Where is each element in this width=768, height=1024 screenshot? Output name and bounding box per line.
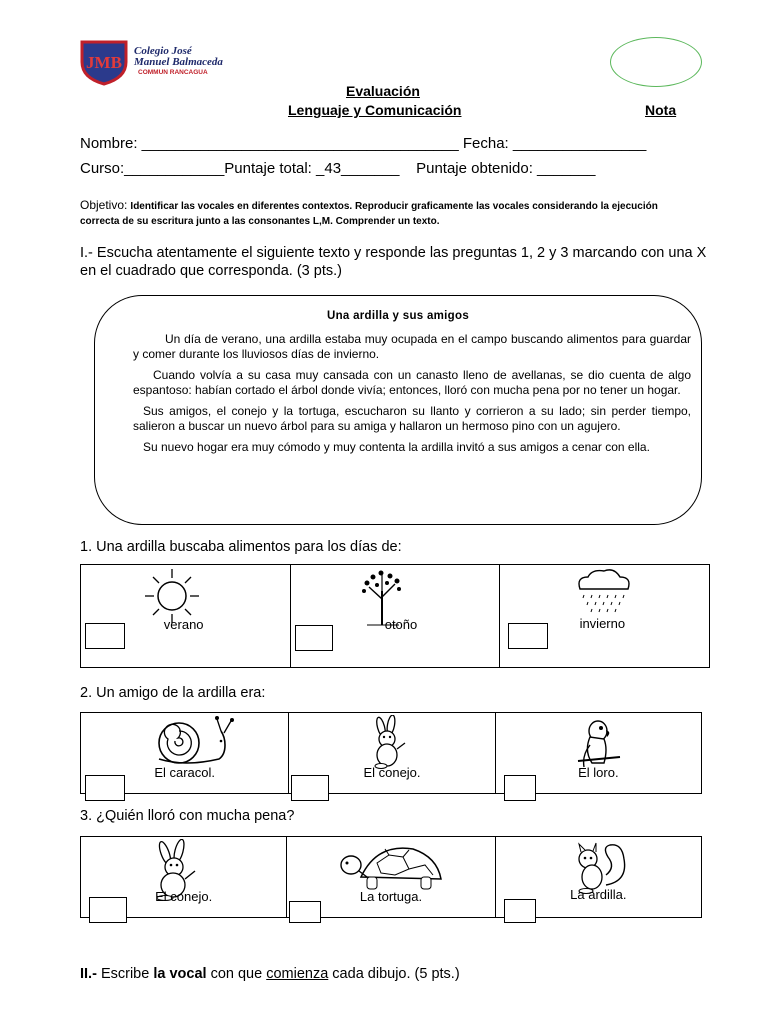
q2-option-label: El loro.: [578, 765, 619, 780]
page-title: Evaluación: [346, 83, 420, 99]
q3-checkbox-conejo[interactable]: [89, 897, 127, 923]
q1-checkbox-otono[interactable]: [295, 625, 333, 651]
q1-option-label: otoño: [384, 617, 418, 632]
story-box: [94, 295, 702, 525]
q1-checkbox-verano[interactable]: [85, 623, 125, 649]
story-paragraph: Cuando volvía a su casa muy cansada con un canasto lleno de avellanas, se dio cuenta de algo espantoso: habían cortado el árbol donde vivía; entonces, lloró con mucha pena por no tener un hogar.: [133, 368, 691, 397]
q2-option-label: El caracol.: [154, 765, 216, 780]
section2-keyword-vocal: la vocal: [153, 966, 207, 982]
q2-options-table: [80, 712, 702, 794]
q2-checkbox-conejo[interactable]: [291, 775, 329, 801]
story-paragraph: Su nuevo hogar era muy cómodo y muy contenta la ardilla invitó a sus amigos a cenar con ella.: [143, 440, 650, 454]
q2-checkbox-caracol[interactable]: [85, 775, 125, 801]
q3-option-cell[interactable]: [81, 837, 287, 918]
q3-checkbox-tortuga[interactable]: [289, 901, 321, 923]
q1-option-cell[interactable]: [291, 565, 499, 668]
grade-label: Nota: [645, 102, 677, 118]
q3-checkbox-ardilla[interactable]: [504, 899, 536, 923]
q1-options-table: [80, 564, 710, 668]
logo-initials: JMB: [86, 53, 122, 72]
q3-option-cell[interactable]: [495, 837, 701, 918]
section2-instruction: [80, 966, 460, 982]
q2-option-cell[interactable]: [495, 713, 701, 794]
question-3: 3. ¿Quién lloró con mucha pena?: [80, 808, 295, 824]
section2-text: Escribe: [96, 966, 154, 982]
grade-oval: [610, 37, 702, 87]
objective-text: Identificar las vocales en diferentes contextos. Reproducir graficamente las vocales considerando la ejecución correcta de su escritura junto a las consonantes L,M. Comprender un texto.: [80, 201, 658, 227]
rain-cloud-icon: [572, 567, 634, 615]
section2-keyword-comienza: comienza: [266, 966, 329, 982]
shield-icon: [78, 38, 130, 86]
rabbit-icon: [361, 715, 413, 769]
objective: [80, 198, 700, 229]
course-score-line[interactable]: Curso:____________Puntaje total: _43_______ Puntaje obtenido: _______: [80, 160, 596, 177]
name-date-line[interactable]: Nombre: ______________________________________ Fecha: ________________: [80, 135, 647, 152]
q1-checkbox-invierno[interactable]: [508, 623, 548, 649]
q1-option-label: invierno: [579, 616, 626, 631]
question-2: 2. Un amigo de la ardilla era:: [80, 685, 266, 701]
story-title: Una ardilla y sus amigos: [326, 310, 470, 322]
school-name-line1: Colegio José: [134, 45, 192, 57]
q2-option-label: El conejo.: [363, 765, 421, 780]
story-paragraph: Sus amigos, el conejo y la tortuga, escucharon su llanto y corrieron a su lado; sin perder tiempo, salieron a buscar un nuevo árbol para su amiga y hallaron un hermoso pino con un agujero.: [133, 404, 691, 433]
q2-option-cell[interactable]: [81, 713, 289, 794]
parrot-icon: [574, 715, 624, 769]
section2-text: con que: [206, 966, 267, 982]
q3-option-label: La ardilla.: [570, 887, 627, 902]
q3-options-table: [80, 836, 702, 918]
section2-text: cada dibujo. (5 pts.): [328, 966, 460, 982]
q3-option-label: La tortuga.: [359, 889, 423, 904]
snail-icon: [145, 715, 241, 769]
q1-option-cell[interactable]: [81, 565, 291, 668]
q3-option-label: El conejo.: [155, 889, 213, 904]
school-name-line2: Manuel Balmaceda: [134, 56, 223, 68]
section2-prefix: II.-: [80, 966, 97, 982]
section1-instruction: I.- Escucha atentamente el siguiente texto y responde las preguntas 1, 2 y 3 marcando con una X en el cuadrado que corresponda. (3 pts.): [80, 245, 707, 279]
school-logo: [78, 38, 130, 86]
q3-option-cell[interactable]: [287, 837, 495, 918]
story-paragraph: Un día de verano, una ardilla estaba muy ocupada en el campo buscando alimentos para guardar y comer durante los lluviosos días de invierno.: [133, 332, 691, 361]
q2-option-cell[interactable]: [289, 713, 495, 794]
q1-option-label: verano: [163, 617, 204, 632]
q1-option-cell[interactable]: [499, 565, 709, 668]
school-commune: COMMUN RANCAGUA: [138, 69, 208, 76]
question-1: 1. Una ardilla buscaba alimentos para los días de:: [80, 539, 402, 555]
q2-checkbox-loro[interactable]: [504, 775, 536, 801]
turtle-icon: [337, 841, 447, 895]
objective-label: Objetivo:: [80, 198, 128, 212]
page-subject: Lenguaje y Comunicación: [288, 102, 462, 118]
